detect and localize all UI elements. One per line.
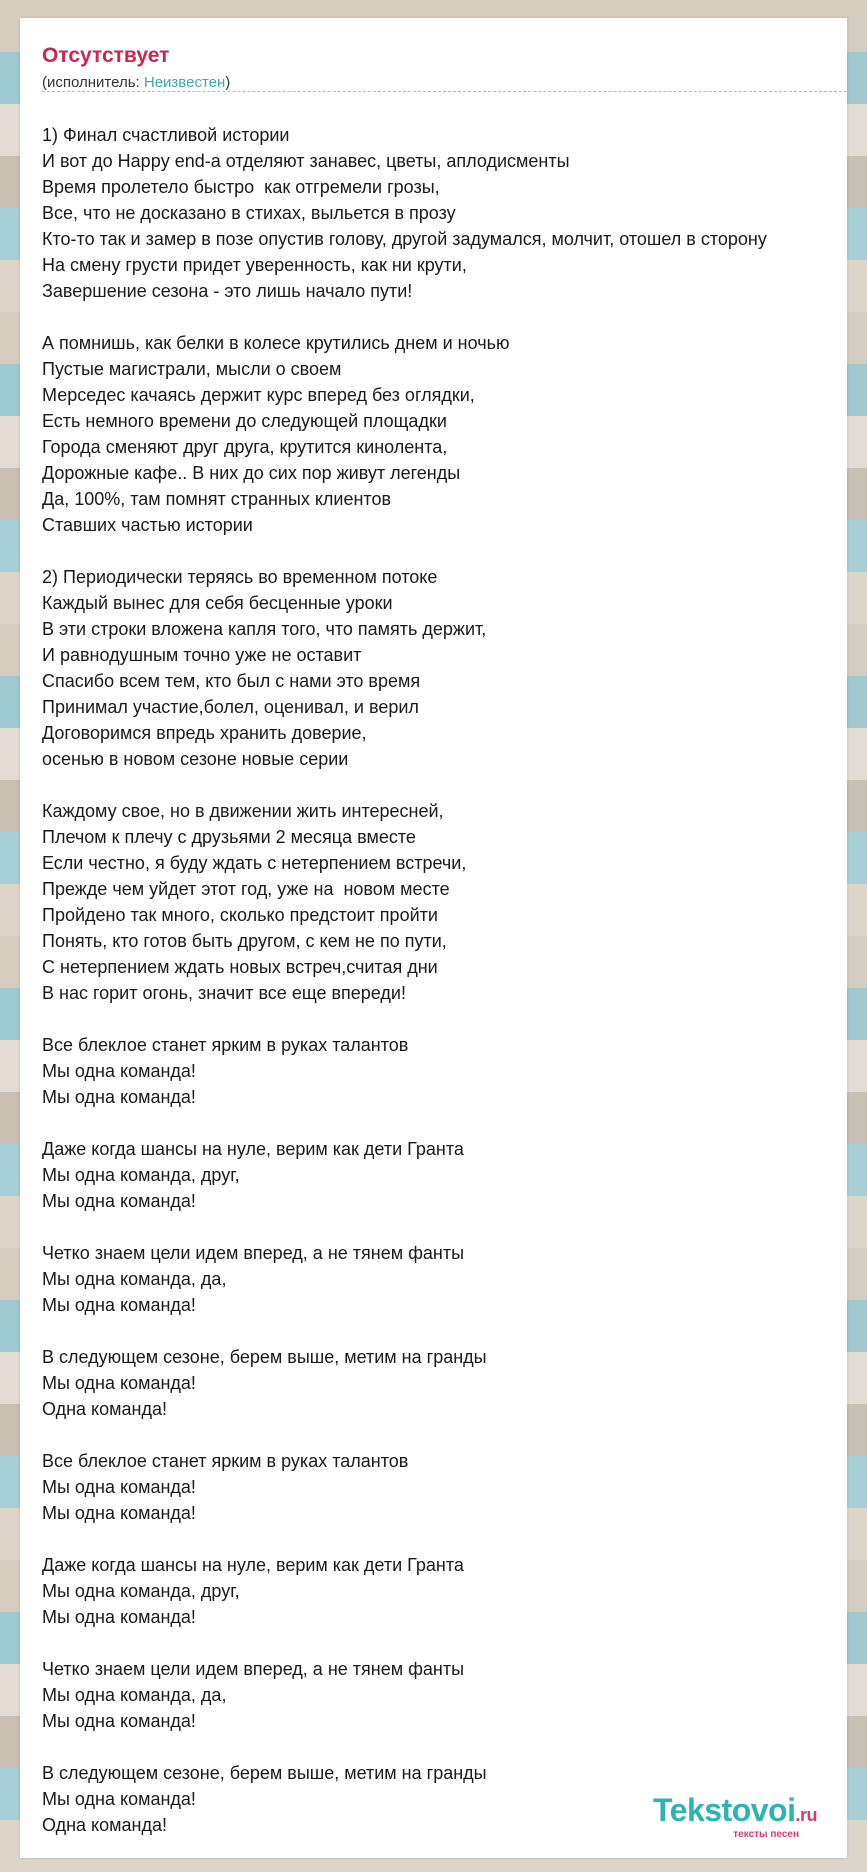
logo-name: Tekstovoi [652, 1792, 796, 1828]
lyrics-page [20, 18, 847, 1858]
performer-suffix: ) [225, 74, 231, 91]
site-logo[interactable] [653, 1794, 817, 1840]
performer-prefix: (исполнитель: [42, 74, 144, 91]
performer-link[interactable]: Неизвестен [143, 74, 226, 91]
logo-tagline: тексты песен [733, 1829, 799, 1840]
logo-tld: .ru [795, 1805, 817, 1825]
performer-line [42, 73, 847, 93]
song-header [42, 43, 847, 93]
song-title: Отсутствует [42, 44, 170, 67]
lyrics-text: 1) Финал счастливой истории И вот до Happy end-а отделяют занавес, цветы, аплодисменты Время пролетело быстро как отгремели грозы, Все, что не досказано в стихах, выльется в прозу Кто-то так и замер в позе опустив голову, другой задумался, молчит, отошел в сторону На смену грусти придет уверенность, как ни крути, Завершение сезона - это лишь начало пути! А помнишь, как белки в колесе крутились днем и ночью Пустые магистрали, мысли о своем Мерседес качаясь держит курс вперед без оглядки, Есть немного времени до следующей площадки Города сменяют друг друга, крутится кинолента, Дорожные кафе.. В них до сих пор живут легенды Да, 100%, там помнят странных клиентов Ставших частью истории 2) Периодически теряясь во временном потоке Каждый вынес для себя бесценные уроки В эти строки вложена капля того, что память держит, И равнодушным точно уже не оставит Спасибо всем тем, кто был с нами это время Принимал участие,болел, оценивал, и верил Договоримся впредь хранить доверие, осенью в новом сезоне новые серии Каждому свое, но в движении жить интересней, Плечом к плечу с друзьями 2 месяца вместе Если честно, я буду ждать с нетерпением встречи, Прежде чем уйдет этот год, уже на новом месте Пройдено так много, сколько предстоит пройти Понять, кто готов быть другом, с кем не по пути, С нетерпением ждать новых встреч,считая дни В нас горит огонь, значит все еще впереди! Все блеклое станет ярким в руках талантов Мы одна команда! Мы одна команда! Даже когда шансы на нуле, верим как дети Гранта Мы одна команда, друг, Мы одна команда! Четко знаем цели идем вперед, а не тянем фанты Мы одна команда, да, Мы одна команда! В следующем сезоне, берем выше, метим на гранды Мы одна команда! Одна команда! Все блеклое станет ярким в руках талантов Мы одна команда! Мы одна команда! Даже когда шансы на нуле, верим как дети Гранта Мы одна команда, друг, Мы одна команда! Четко знаем цели идем вперед, а не тянем фанты Мы одна команда, да, Мы одна команда! В следующем сезоне, берем выше, метим на гранды Мы одна команда! Одна команда! [42, 125, 767, 1835]
logo-wordmark [653, 1794, 817, 1831]
header-divider [42, 91, 847, 92]
